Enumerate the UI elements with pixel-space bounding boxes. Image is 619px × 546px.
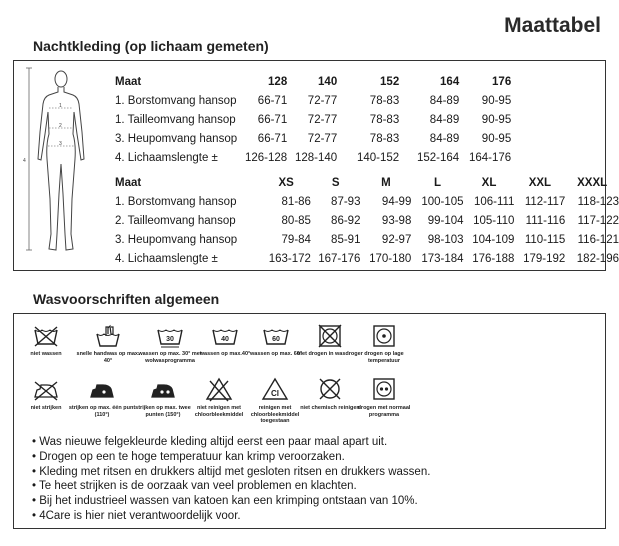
kids-size-table: [115, 72, 511, 167]
chlorine-symbol: Cl: [271, 389, 279, 398]
table-cell: 66-71: [257, 94, 288, 107]
do-not-bleach-icon: [205, 376, 233, 402]
table-cell: 66-71: [257, 113, 288, 126]
table-cell: 173-184: [421, 252, 464, 265]
row-label: 4. Lichaamslengte ±: [115, 151, 218, 164]
tumble-dry-normal-icon: [371, 376, 397, 402]
do-not-wash-icon: [32, 324, 60, 348]
size-152: 152: [380, 75, 400, 88]
care-item-iron-one-dot: [67, 380, 137, 418]
table-row: [115, 249, 619, 268]
size-label: Maat: [115, 176, 142, 189]
row-label: 1. Tailleomvang hansop: [115, 113, 236, 126]
table-cell: 92-97: [381, 233, 412, 246]
table-cell: 116-121: [577, 233, 619, 246]
table-cell: 99-104: [427, 214, 464, 227]
list-item: • 4Care is hier niet verantwoordelijk voor.: [32, 509, 430, 524]
do-not-dry-clean-icon: [316, 376, 344, 402]
table-cell: 79-84: [281, 233, 311, 246]
table-cell: 87-93: [331, 195, 361, 208]
table-row: [115, 110, 511, 129]
table-cell: 84-89: [429, 113, 460, 126]
table-cell: 98-103: [427, 233, 464, 246]
size-label: Maat: [115, 75, 142, 88]
tumble-dry-low-icon: [371, 324, 397, 348]
table-cell: 118-123: [577, 195, 619, 208]
table-cell: 126-128: [245, 151, 288, 164]
size-l: L: [433, 176, 441, 189]
size-128: 128: [268, 75, 288, 88]
table-cell: 94-99: [381, 195, 412, 208]
care-item-tumble-dry-low: [349, 324, 419, 364]
table-cell: 93-98: [381, 214, 412, 227]
washing-section-title: Wasvoorschriften algemeen: [33, 291, 220, 307]
table-cell: 110-115: [524, 233, 566, 246]
size-xxxl: XXXL: [577, 176, 608, 189]
table-cell: 80-85: [281, 214, 311, 227]
table-cell: 117-122: [577, 214, 619, 227]
iron-two-dots-icon: [148, 380, 178, 402]
table-cell: 78-83: [369, 132, 400, 145]
table-cell: 84-89: [429, 132, 460, 145]
chlorine-bleach-icon: [261, 376, 289, 402]
marker-4: 4: [23, 158, 26, 164]
table-cell: 106-111: [473, 195, 515, 208]
table-cell: 182-196: [576, 252, 619, 265]
care-caption: strijken op max. één punt (110°): [68, 405, 136, 418]
table-row: [115, 230, 619, 249]
sleepwear-section-title: Nachtkleding (op lichaam gemeten): [33, 38, 269, 54]
table-cell: 179-192: [523, 252, 566, 265]
do-not-iron-icon: [31, 380, 61, 402]
marker-3: 3: [59, 141, 62, 147]
table-row: [115, 148, 511, 167]
table-cell: 81-86: [281, 195, 311, 208]
adult-size-table: [115, 173, 619, 268]
washing-notes: [32, 435, 430, 524]
size-xxl: XXL: [528, 176, 552, 189]
table-row: [115, 211, 619, 230]
list-item: • Drogen op een te hoge temperatuur kan krimp veroorzaken.: [32, 450, 430, 465]
page-title: Maattabel: [504, 14, 601, 37]
table-row: [115, 192, 619, 211]
table-cell: 163-172: [268, 252, 311, 265]
kids-header-row: [115, 72, 511, 91]
care-caption: niet reinigen met chloorbleekmiddel: [194, 405, 244, 418]
table-cell: 78-83: [369, 113, 400, 126]
table-cell: 72-77: [307, 113, 338, 126]
table-row: [115, 91, 511, 110]
size-xs: XS: [278, 176, 294, 189]
list-item: • Te heet strijken is de oorzaak van veel problemen en klachten.: [32, 479, 430, 494]
wash-40-icon: [210, 324, 240, 348]
hand-wash-icon: [94, 324, 122, 348]
care-caption: strijken op max. twee punten (150°): [135, 405, 191, 418]
table-cell: 84-89: [429, 94, 460, 107]
row-label: 3. Heupomvang hansop: [115, 233, 238, 246]
care-caption: snelle handwas op max. 40°: [76, 351, 140, 364]
table-cell: 104-109: [472, 233, 515, 246]
table-row: [115, 129, 511, 148]
wash-temperature: 60: [272, 336, 280, 343]
marker-1: 1: [59, 103, 62, 109]
row-label: 3. Heupomvang hansop: [115, 132, 238, 145]
iron-one-dot-icon: [87, 380, 117, 402]
size-s: S: [331, 176, 340, 189]
size-xl: XL: [481, 176, 497, 189]
table-cell: 128-140: [295, 151, 338, 164]
care-caption: niet drogen in wasdroger: [297, 351, 363, 357]
table-cell: 105-110: [473, 214, 515, 227]
row-label: 1. Borstomvang hansop: [115, 195, 237, 208]
size-m: M: [381, 176, 391, 189]
table-cell: 85-91: [331, 233, 361, 246]
adult-header-row: [115, 173, 619, 192]
size-164: 164: [440, 75, 460, 88]
table-cell: 176-188: [472, 252, 515, 265]
care-caption: reinigen met chloorbleekmiddel toegestaan: [250, 405, 300, 424]
care-caption: niet wassen: [30, 351, 62, 357]
care-item-do-not-wash: [11, 324, 81, 358]
care-caption: wassen op max.40°: [199, 351, 251, 357]
care-caption: wassen op max. 30° met wolwasprogramma: [138, 351, 202, 364]
table-cell: 112-117: [524, 195, 566, 208]
table-cell: 140-152: [357, 151, 400, 164]
row-label: 4. Lichaamslengte ±: [115, 252, 218, 265]
table-cell: 90-95: [481, 94, 512, 107]
table-cell: 111-116: [525, 214, 566, 227]
care-caption: wassen op max. 60°: [249, 351, 303, 357]
wash-30-icon: [155, 324, 185, 348]
care-caption: drogen met normaal programma: [357, 405, 411, 418]
care-caption: niet strijken: [30, 405, 62, 411]
body-measurement-figure: [19, 64, 89, 269]
marker-2: 2: [59, 123, 62, 129]
table-cell: 100-105: [421, 195, 464, 208]
table-cell: 167-176: [318, 252, 361, 265]
row-label: 2. Tailleomvang hansop: [115, 214, 236, 227]
table-cell: 164-176: [469, 151, 512, 164]
list-item: • Kleding met ritsen en drukkers altijd met gesloten ritsen en drukkers wassen.: [32, 465, 430, 480]
care-item-tumble-dry-normal: [349, 376, 419, 418]
table-cell: 72-77: [307, 94, 338, 107]
row-label: 1. Borstomvang hansop: [115, 94, 237, 107]
table-cell: 78-83: [369, 94, 400, 107]
list-item: • Was nieuwe felgekleurde kleding altijd eerst een paar maal apart uit.: [32, 435, 430, 450]
table-cell: 170-180: [369, 252, 412, 265]
table-cell: 90-95: [481, 132, 512, 145]
table-cell: 152-164: [417, 151, 460, 164]
wash-temperature: 40: [221, 336, 229, 343]
wash-temperature: 30: [166, 336, 174, 343]
table-cell: 86-92: [331, 214, 361, 227]
care-item-hand-wash: [73, 324, 143, 364]
do-not-tumble-dry-icon: [317, 324, 343, 348]
size-176: 176: [492, 75, 512, 88]
table-cell: 66-71: [257, 132, 288, 145]
table-cell: 90-95: [481, 113, 512, 126]
list-item: • Bij het industrieel wassen van katoen kan een krimping ontstaan van 10%.: [32, 494, 430, 509]
size-140: 140: [318, 75, 338, 88]
wash-60-icon: [261, 324, 291, 348]
care-caption: drogen op lage temperatuur: [364, 351, 404, 364]
table-cell: 72-77: [307, 132, 338, 145]
care-caption: niet chemisch reinigen: [300, 405, 360, 411]
